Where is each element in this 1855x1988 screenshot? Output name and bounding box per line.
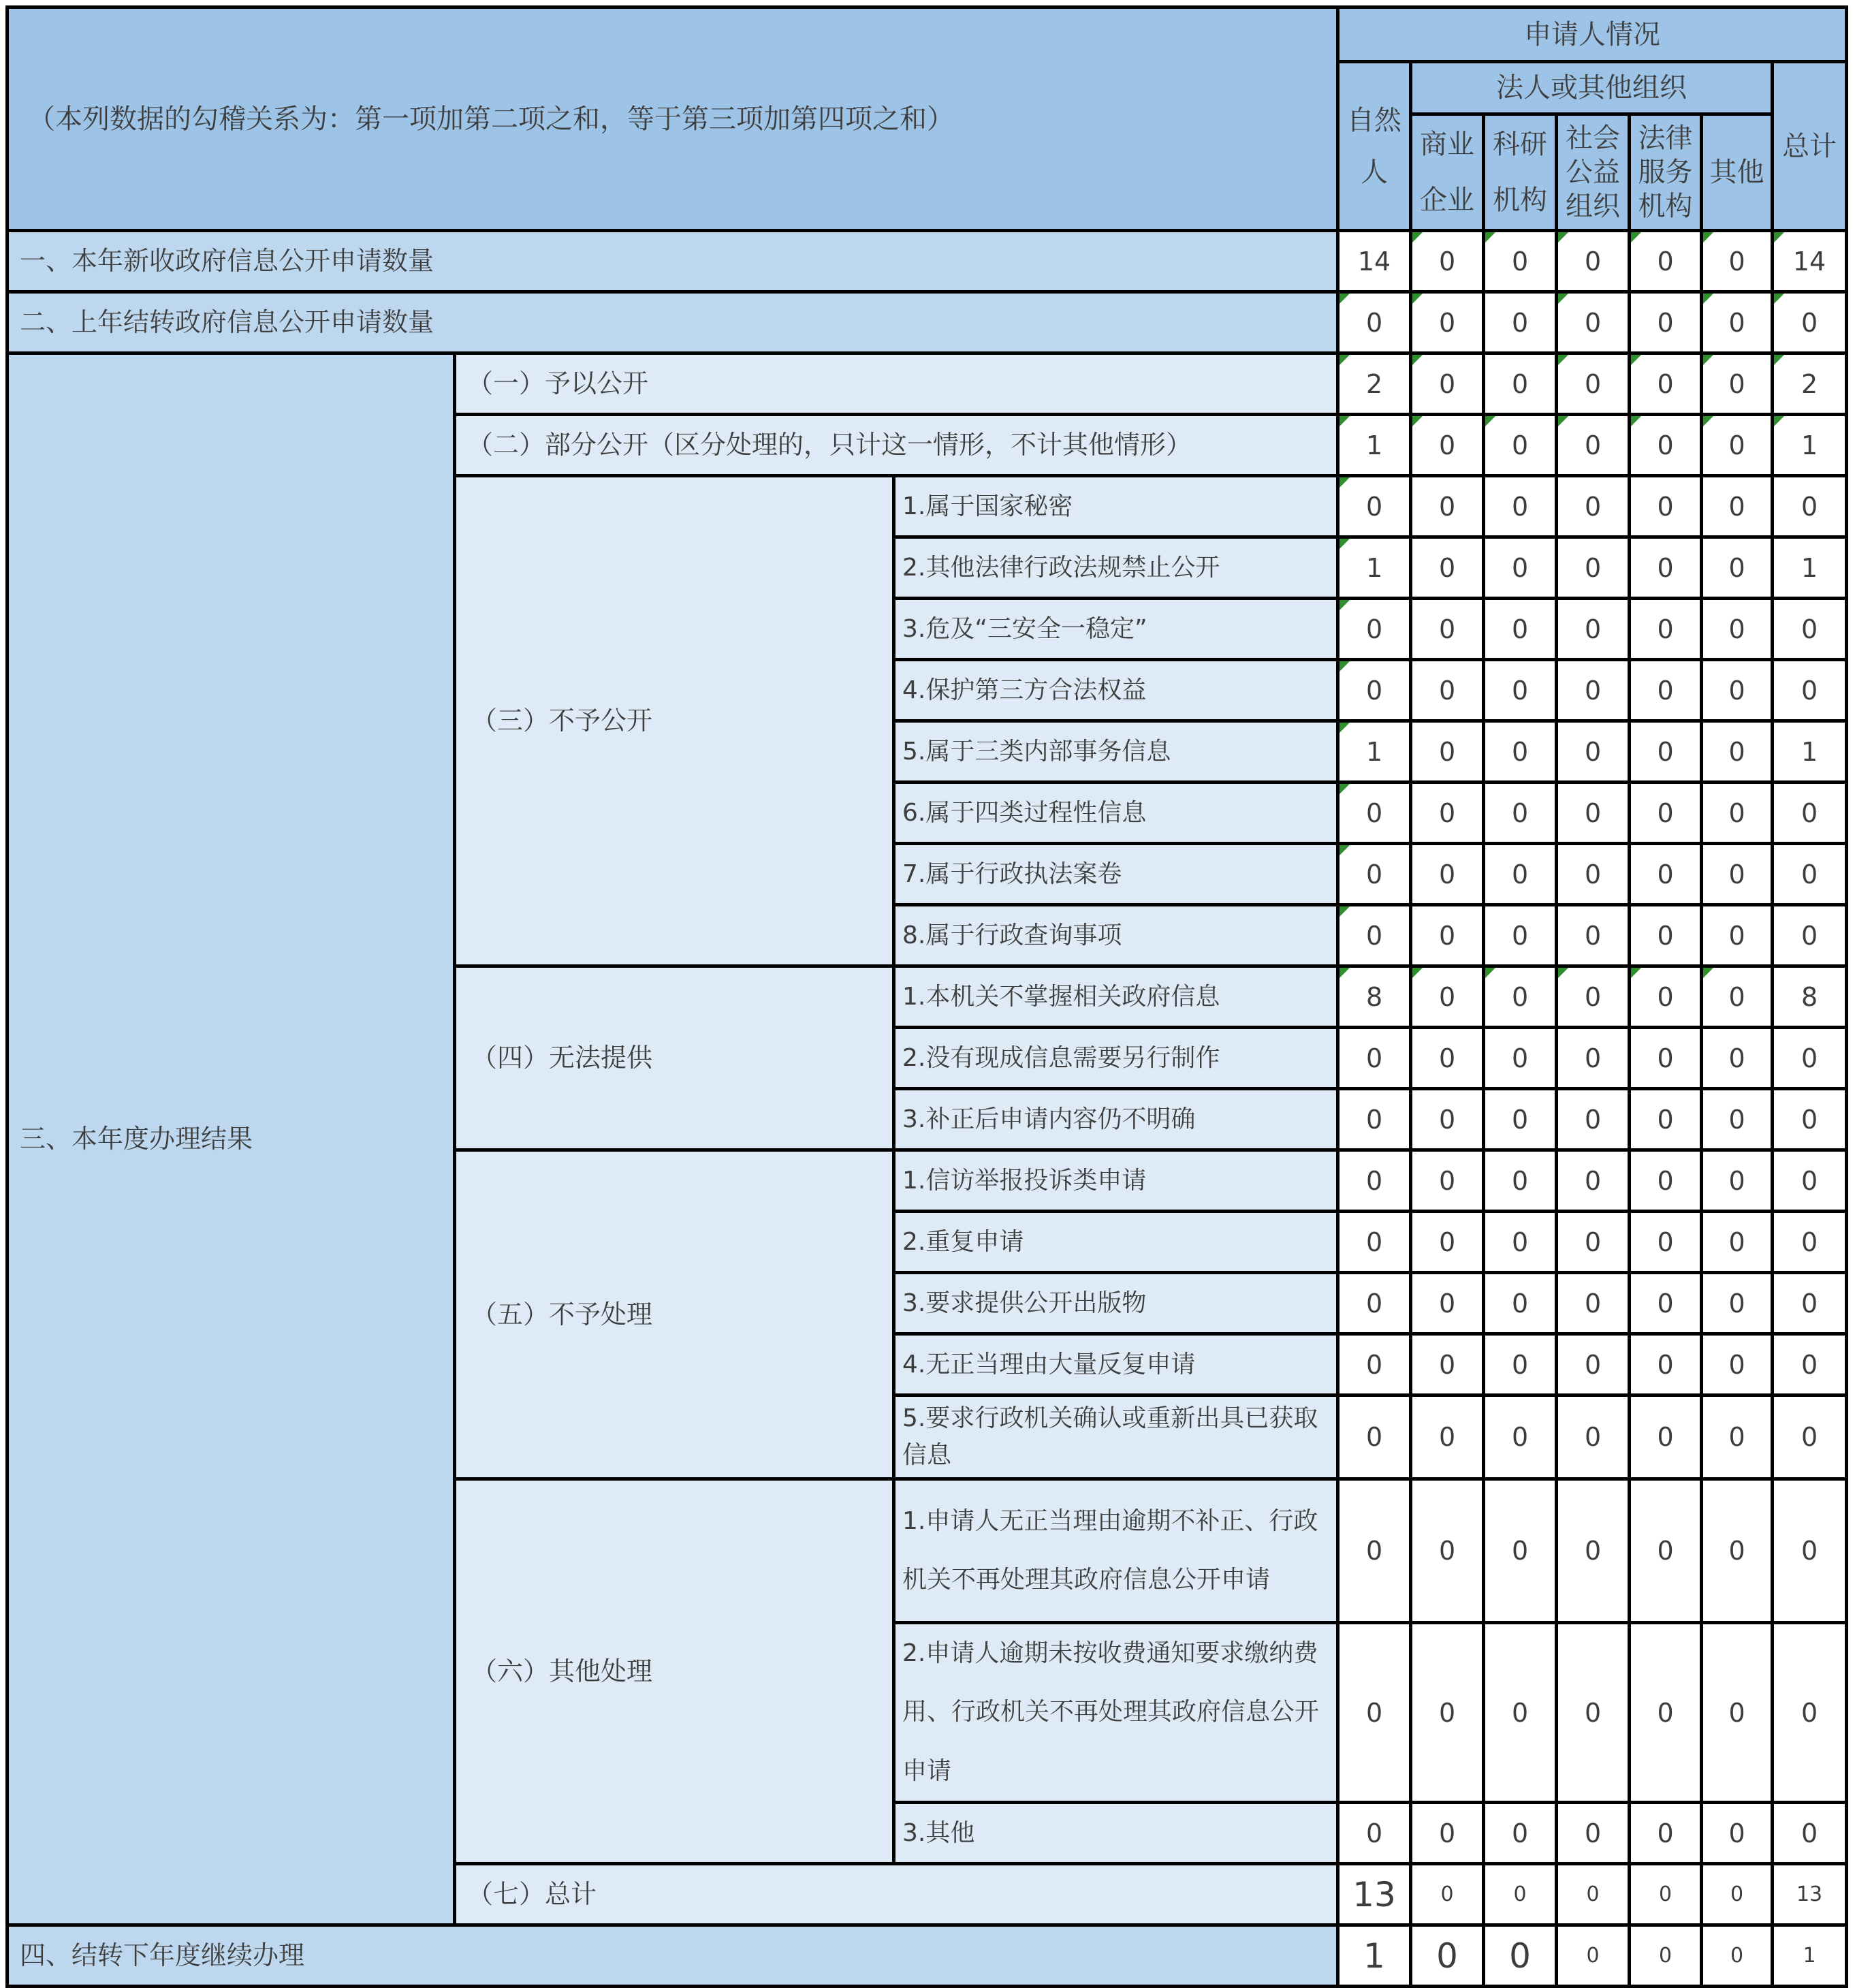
error-indicator-icon bbox=[1631, 416, 1641, 426]
data-cell: 0 bbox=[1702, 1334, 1773, 1395]
data-cell: 0 bbox=[1702, 905, 1773, 966]
error-indicator-icon bbox=[1703, 294, 1713, 304]
data-cell: 0 bbox=[1630, 966, 1702, 1028]
data-cell: 0 bbox=[1702, 415, 1773, 476]
error-indicator-icon bbox=[1485, 416, 1495, 426]
data-cell: 0 bbox=[1630, 353, 1702, 415]
data-cell: 0 bbox=[1484, 476, 1557, 537]
data-cell: 0 bbox=[1773, 1028, 1847, 1089]
data-cell: 0 bbox=[1557, 966, 1630, 1028]
data-cell: 0 bbox=[1557, 1925, 1630, 1987]
data-cell: 0 bbox=[1411, 905, 1484, 966]
data-cell: 0 bbox=[1484, 1479, 1557, 1623]
table-row bbox=[7, 292, 1847, 353]
data-cell: 0 bbox=[1702, 660, 1773, 721]
error-indicator-icon bbox=[1774, 416, 1784, 426]
data-cell: 0 bbox=[1557, 1212, 1630, 1273]
data-cell: 0 bbox=[1411, 1273, 1484, 1334]
error-indicator-icon bbox=[1558, 232, 1568, 242]
error-indicator-icon bbox=[1774, 294, 1784, 304]
error-indicator-icon bbox=[1339, 294, 1350, 304]
data-cell: 13 bbox=[1338, 1864, 1411, 1925]
data-cell: 0 bbox=[1411, 783, 1484, 844]
data-cell: 0 bbox=[1702, 353, 1773, 415]
data-cell: 0 bbox=[1484, 721, 1557, 783]
data-cell: 0 bbox=[1630, 783, 1702, 844]
data-cell: 0 bbox=[1702, 1395, 1773, 1479]
column-header-total: 总计 bbox=[1773, 62, 1847, 231]
column-header-natural-person: 自然人 bbox=[1338, 62, 1411, 231]
error-indicator-icon bbox=[1412, 968, 1423, 978]
data-cell: 0 bbox=[1338, 1212, 1411, 1273]
row-label: （七）总计 bbox=[455, 1864, 1338, 1925]
data-cell: 0 bbox=[1630, 1479, 1702, 1623]
data-cell: 0 bbox=[1630, 1334, 1702, 1395]
data-cell: 0 bbox=[1630, 844, 1702, 905]
data-cell: 0 bbox=[1557, 415, 1630, 476]
section3-row-label: 三、本年度办理结果 bbox=[7, 353, 455, 1925]
error-indicator-icon bbox=[1703, 416, 1713, 426]
data-cell: 0 bbox=[1773, 1803, 1847, 1864]
error-indicator-icon bbox=[1558, 968, 1568, 978]
data-cell: 0 bbox=[1411, 1334, 1484, 1395]
data-cell: 0 bbox=[1773, 1334, 1847, 1395]
data-cell: 0 bbox=[1557, 721, 1630, 783]
data-cell: 0 bbox=[1338, 1334, 1411, 1395]
data-cell: 0 bbox=[1338, 905, 1411, 966]
data-cell: 0 bbox=[1557, 905, 1630, 966]
error-indicator-icon bbox=[1412, 232, 1423, 242]
data-cell: 0 bbox=[1411, 415, 1484, 476]
data-cell: 0 bbox=[1773, 1479, 1847, 1623]
column-header-legal-service: 法律服务机构 bbox=[1630, 114, 1702, 231]
data-cell: 0 bbox=[1702, 783, 1773, 844]
data-cell: 0 bbox=[1630, 721, 1702, 783]
data-cell: 0 bbox=[1484, 599, 1557, 660]
data-cell: 0 bbox=[1338, 783, 1411, 844]
data-cell: 0 bbox=[1630, 1623, 1702, 1803]
data-cell: 0 bbox=[1773, 783, 1847, 844]
data-cell: 0 bbox=[1411, 1028, 1484, 1089]
data-cell: 0 bbox=[1773, 1273, 1847, 1334]
data-cell: 0 bbox=[1557, 660, 1630, 721]
data-cell: 0 bbox=[1557, 1028, 1630, 1089]
data-cell: 0 bbox=[1411, 231, 1484, 292]
error-indicator-icon bbox=[1703, 355, 1713, 365]
error-indicator-icon bbox=[1558, 416, 1568, 426]
sub-item-label: 1.属于国家秘密 bbox=[894, 476, 1338, 537]
data-cell: 1 bbox=[1773, 1925, 1847, 1987]
data-cell: 0 bbox=[1702, 1212, 1773, 1273]
data-cell: 0 bbox=[1338, 1273, 1411, 1334]
error-indicator-icon bbox=[1412, 294, 1423, 304]
error-indicator-icon bbox=[1339, 661, 1350, 672]
error-indicator-icon bbox=[1631, 355, 1641, 365]
data-cell: 0 bbox=[1411, 599, 1484, 660]
data-cell: 0 bbox=[1630, 415, 1702, 476]
error-indicator-icon bbox=[1558, 355, 1568, 365]
data-cell: 0 bbox=[1338, 292, 1411, 353]
data-cell: 0 bbox=[1484, 292, 1557, 353]
column-header-applicant-situation: 申请人情况 bbox=[1338, 7, 1847, 62]
data-cell: 0 bbox=[1484, 1864, 1557, 1925]
data-cell: 0 bbox=[1484, 1925, 1557, 1987]
data-cell: 0 bbox=[1484, 1212, 1557, 1273]
data-cell: 0 bbox=[1702, 599, 1773, 660]
data-cell: 0 bbox=[1702, 1150, 1773, 1212]
data-cell: 14 bbox=[1338, 231, 1411, 292]
data-cell: 0 bbox=[1338, 1028, 1411, 1089]
data-cell: 0 bbox=[1773, 1623, 1847, 1803]
data-cell: 0 bbox=[1630, 1212, 1702, 1273]
data-cell: 0 bbox=[1630, 231, 1702, 292]
data-cell: 0 bbox=[1484, 1150, 1557, 1212]
data-cell: 0 bbox=[1411, 292, 1484, 353]
data-cell: 0 bbox=[1557, 1150, 1630, 1212]
data-cell: 0 bbox=[1484, 783, 1557, 844]
data-cell: 0 bbox=[1702, 1803, 1773, 1864]
data-cell: 0 bbox=[1411, 353, 1484, 415]
data-cell: 0 bbox=[1557, 292, 1630, 353]
data-cell: 0 bbox=[1338, 660, 1411, 721]
data-cell: 0 bbox=[1630, 1925, 1702, 1987]
error-indicator-icon bbox=[1703, 968, 1713, 978]
sub-item-label: 2.申请人逾期未按收费通知要求缴纳费用、行政机关不再处理其政府信息公开申请 bbox=[894, 1623, 1338, 1803]
sub-item-label: 3.要求提供公开出版物 bbox=[894, 1273, 1338, 1334]
column-header-legal-org: 法人或其他组织 bbox=[1411, 62, 1773, 114]
row-label: 二、上年结转政府信息公开申请数量 bbox=[7, 292, 1338, 353]
data-cell: 0 bbox=[1630, 1028, 1702, 1089]
data-cell: 0 bbox=[1411, 1479, 1484, 1623]
data-cell: 0 bbox=[1338, 844, 1411, 905]
data-cell: 0 bbox=[1557, 1623, 1630, 1803]
table-row bbox=[7, 1925, 1847, 1987]
data-cell: 0 bbox=[1773, 1150, 1847, 1212]
error-indicator-icon bbox=[1703, 232, 1713, 242]
group-label: （四）无法提供 bbox=[455, 966, 894, 1150]
data-cell: 0 bbox=[1411, 1150, 1484, 1212]
row-label: 一、本年新收政府信息公开申请数量 bbox=[7, 231, 1338, 292]
data-cell: 1 bbox=[1338, 1925, 1411, 1987]
error-indicator-icon bbox=[1412, 416, 1423, 426]
data-cell: 8 bbox=[1773, 966, 1847, 1028]
data-cell: 0 bbox=[1557, 1395, 1630, 1479]
data-cell: 0 bbox=[1702, 1089, 1773, 1150]
sub-item-label: 4.无正当理由大量反复申请 bbox=[894, 1334, 1338, 1395]
column-header-other: 其他 bbox=[1702, 114, 1773, 231]
sub-item-label: 6.属于四类过程性信息 bbox=[894, 783, 1338, 844]
data-cell: 0 bbox=[1411, 537, 1484, 599]
data-cell: 0 bbox=[1702, 1273, 1773, 1334]
data-cell: 0 bbox=[1773, 292, 1847, 353]
sub-item-label: 4.保护第三方合法权益 bbox=[894, 660, 1338, 721]
data-cell: 0 bbox=[1702, 292, 1773, 353]
data-cell: 0 bbox=[1484, 1273, 1557, 1334]
data-cell: 1 bbox=[1338, 537, 1411, 599]
error-indicator-icon bbox=[1558, 294, 1568, 304]
data-cell: 14 bbox=[1773, 231, 1847, 292]
row-label: （二）部分公开（区分处理的，只计这一情形，不计其他情形） bbox=[455, 415, 1338, 476]
data-cell: 0 bbox=[1338, 1479, 1411, 1623]
data-cell: 0 bbox=[1557, 783, 1630, 844]
error-indicator-icon bbox=[1339, 784, 1350, 794]
data-cell: 0 bbox=[1773, 1395, 1847, 1479]
sub-item-label: 3.补正后申请内容仍不明确 bbox=[894, 1089, 1338, 1150]
sub-item-label: 1.申请人无正当理由逾期不补正、行政机关不再处理其政府信息公开申请 bbox=[894, 1479, 1338, 1623]
data-cell: 0 bbox=[1484, 660, 1557, 721]
data-cell: 2 bbox=[1338, 353, 1411, 415]
data-cell: 0 bbox=[1411, 844, 1484, 905]
error-indicator-icon bbox=[1339, 906, 1350, 917]
data-cell: 0 bbox=[1630, 1395, 1702, 1479]
row-label: 四、结转下年度继续办理 bbox=[7, 1925, 1338, 1987]
sub-item-label: 5.属于三类内部事务信息 bbox=[894, 721, 1338, 783]
report-table bbox=[5, 5, 1848, 1988]
sub-item-label: 2.其他法律行政法规禁止公开 bbox=[894, 537, 1338, 599]
data-cell: 0 bbox=[1702, 721, 1773, 783]
data-cell: 0 bbox=[1557, 537, 1630, 599]
data-cell: 0 bbox=[1557, 476, 1630, 537]
group-label: （五）不予处理 bbox=[455, 1150, 894, 1479]
data-cell: 1 bbox=[1773, 721, 1847, 783]
data-cell: 0 bbox=[1338, 1803, 1411, 1864]
data-cell: 0 bbox=[1411, 1864, 1484, 1925]
data-cell: 0 bbox=[1557, 1273, 1630, 1334]
data-cell: 0 bbox=[1773, 844, 1847, 905]
data-cell: 0 bbox=[1773, 599, 1847, 660]
row-label: （一）予以公开 bbox=[455, 353, 1338, 415]
data-cell: 0 bbox=[1338, 1623, 1411, 1803]
data-cell: 0 bbox=[1411, 1803, 1484, 1864]
error-indicator-icon bbox=[1339, 845, 1350, 855]
data-cell: 0 bbox=[1484, 537, 1557, 599]
data-cell: 0 bbox=[1484, 1028, 1557, 1089]
data-cell: 0 bbox=[1557, 844, 1630, 905]
data-cell: 0 bbox=[1411, 476, 1484, 537]
data-cell: 0 bbox=[1630, 1273, 1702, 1334]
error-indicator-icon bbox=[1339, 968, 1350, 978]
error-indicator-icon bbox=[1485, 968, 1495, 978]
error-indicator-icon bbox=[1485, 232, 1495, 242]
data-cell: 0 bbox=[1702, 966, 1773, 1028]
column-header-business: 商业企业 bbox=[1411, 114, 1484, 231]
table-row bbox=[7, 231, 1847, 292]
data-cell: 0 bbox=[1702, 537, 1773, 599]
data-cell: 0 bbox=[1411, 721, 1484, 783]
data-cell: 0 bbox=[1773, 905, 1847, 966]
error-indicator-icon bbox=[1339, 416, 1350, 426]
data-cell: 0 bbox=[1557, 1089, 1630, 1150]
data-cell: 0 bbox=[1773, 660, 1847, 721]
data-cell: 1 bbox=[1338, 721, 1411, 783]
sub-item-label: 1.本机关不掌握相关政府信息 bbox=[894, 966, 1338, 1028]
data-cell: 0 bbox=[1411, 1623, 1484, 1803]
sub-item-label: 3.危及“三安全一稳定” bbox=[894, 599, 1338, 660]
data-cell: 0 bbox=[1484, 1334, 1557, 1395]
data-cell: 0 bbox=[1773, 476, 1847, 537]
data-cell: 0 bbox=[1338, 1089, 1411, 1150]
error-indicator-icon bbox=[1339, 539, 1350, 549]
data-cell: 0 bbox=[1338, 1395, 1411, 1479]
data-cell: 0 bbox=[1557, 1803, 1630, 1864]
error-indicator-icon bbox=[1412, 355, 1423, 365]
data-cell: 0 bbox=[1484, 905, 1557, 966]
error-indicator-icon bbox=[1774, 355, 1784, 365]
error-indicator-icon bbox=[1631, 968, 1641, 978]
data-cell: 0 bbox=[1702, 1479, 1773, 1623]
data-cell: 0 bbox=[1484, 1803, 1557, 1864]
data-cell: 1 bbox=[1773, 537, 1847, 599]
data-cell: 0 bbox=[1484, 1089, 1557, 1150]
data-cell: 0 bbox=[1630, 1864, 1702, 1925]
data-cell: 0 bbox=[1557, 353, 1630, 415]
data-cell: 8 bbox=[1338, 966, 1411, 1028]
reconciliation-note: （本列数据的勾稽关系为：第一项加第二项之和，等于第三项加第四项之和） bbox=[7, 7, 1338, 231]
data-cell: 0 bbox=[1557, 1864, 1630, 1925]
data-cell: 0 bbox=[1630, 599, 1702, 660]
data-cell: 0 bbox=[1702, 1864, 1773, 1925]
data-cell: 0 bbox=[1338, 476, 1411, 537]
error-indicator-icon bbox=[1339, 355, 1350, 365]
data-cell: 0 bbox=[1702, 231, 1773, 292]
data-cell: 0 bbox=[1702, 1028, 1773, 1089]
data-cell: 0 bbox=[1630, 1803, 1702, 1864]
data-cell: 1 bbox=[1773, 415, 1847, 476]
error-indicator-icon bbox=[1631, 232, 1641, 242]
sub-item-label: 2.没有现成信息需要另行制作 bbox=[894, 1028, 1338, 1089]
sub-item-label: 2.重复申请 bbox=[894, 1212, 1338, 1273]
data-cell: 0 bbox=[1630, 537, 1702, 599]
data-cell: 0 bbox=[1702, 1925, 1773, 1987]
data-cell: 0 bbox=[1484, 353, 1557, 415]
data-cell: 0 bbox=[1630, 1150, 1702, 1212]
table-row bbox=[7, 353, 1847, 415]
table-body bbox=[7, 231, 1847, 1987]
data-cell: 0 bbox=[1773, 1089, 1847, 1150]
data-cell: 0 bbox=[1411, 1212, 1484, 1273]
sub-item-label: 5.要求行政机关确认或重新出具已获取信息 bbox=[894, 1395, 1338, 1479]
sub-item-label: 8.属于行政查询事项 bbox=[894, 905, 1338, 966]
data-cell: 0 bbox=[1773, 1212, 1847, 1273]
group-label: （六）其他处理 bbox=[455, 1479, 894, 1864]
data-cell: 13 bbox=[1773, 1864, 1847, 1925]
data-cell: 0 bbox=[1338, 1150, 1411, 1212]
data-cell: 0 bbox=[1411, 660, 1484, 721]
data-cell: 0 bbox=[1557, 599, 1630, 660]
data-cell: 0 bbox=[1702, 476, 1773, 537]
data-cell: 0 bbox=[1411, 1925, 1484, 1987]
error-indicator-icon bbox=[1774, 232, 1784, 242]
data-cell: 0 bbox=[1484, 415, 1557, 476]
data-cell: 0 bbox=[1411, 1395, 1484, 1479]
data-cell: 0 bbox=[1484, 966, 1557, 1028]
data-cell: 0 bbox=[1338, 599, 1411, 660]
data-cell: 2 bbox=[1773, 353, 1847, 415]
data-cell: 0 bbox=[1630, 905, 1702, 966]
data-cell: 0 bbox=[1557, 1479, 1630, 1623]
data-cell: 0 bbox=[1484, 1623, 1557, 1803]
sub-item-label: 7.属于行政执法案卷 bbox=[894, 844, 1338, 905]
data-cell: 0 bbox=[1630, 660, 1702, 721]
error-indicator-icon bbox=[1339, 723, 1350, 733]
data-cell: 0 bbox=[1630, 1089, 1702, 1150]
sub-item-label: 3.其他 bbox=[894, 1803, 1338, 1864]
data-cell: 0 bbox=[1702, 844, 1773, 905]
column-header-social-org: 社会公益组织 bbox=[1557, 114, 1630, 231]
data-cell: 0 bbox=[1630, 292, 1702, 353]
data-cell: 1 bbox=[1338, 415, 1411, 476]
column-header-research: 科研机构 bbox=[1484, 114, 1557, 231]
error-indicator-icon bbox=[1339, 600, 1350, 610]
data-cell: 0 bbox=[1630, 476, 1702, 537]
data-cell: 0 bbox=[1484, 844, 1557, 905]
data-cell: 0 bbox=[1484, 1395, 1557, 1479]
data-cell: 0 bbox=[1557, 1334, 1630, 1395]
data-cell: 0 bbox=[1411, 1089, 1484, 1150]
data-cell: 0 bbox=[1411, 966, 1484, 1028]
sub-item-label: 1.信访举报投诉类申请 bbox=[894, 1150, 1338, 1212]
error-indicator-icon bbox=[1339, 477, 1350, 488]
data-cell: 0 bbox=[1484, 231, 1557, 292]
data-cell: 0 bbox=[1557, 231, 1630, 292]
data-cell: 0 bbox=[1702, 1623, 1773, 1803]
group-label: （三）不予公开 bbox=[455, 476, 894, 966]
